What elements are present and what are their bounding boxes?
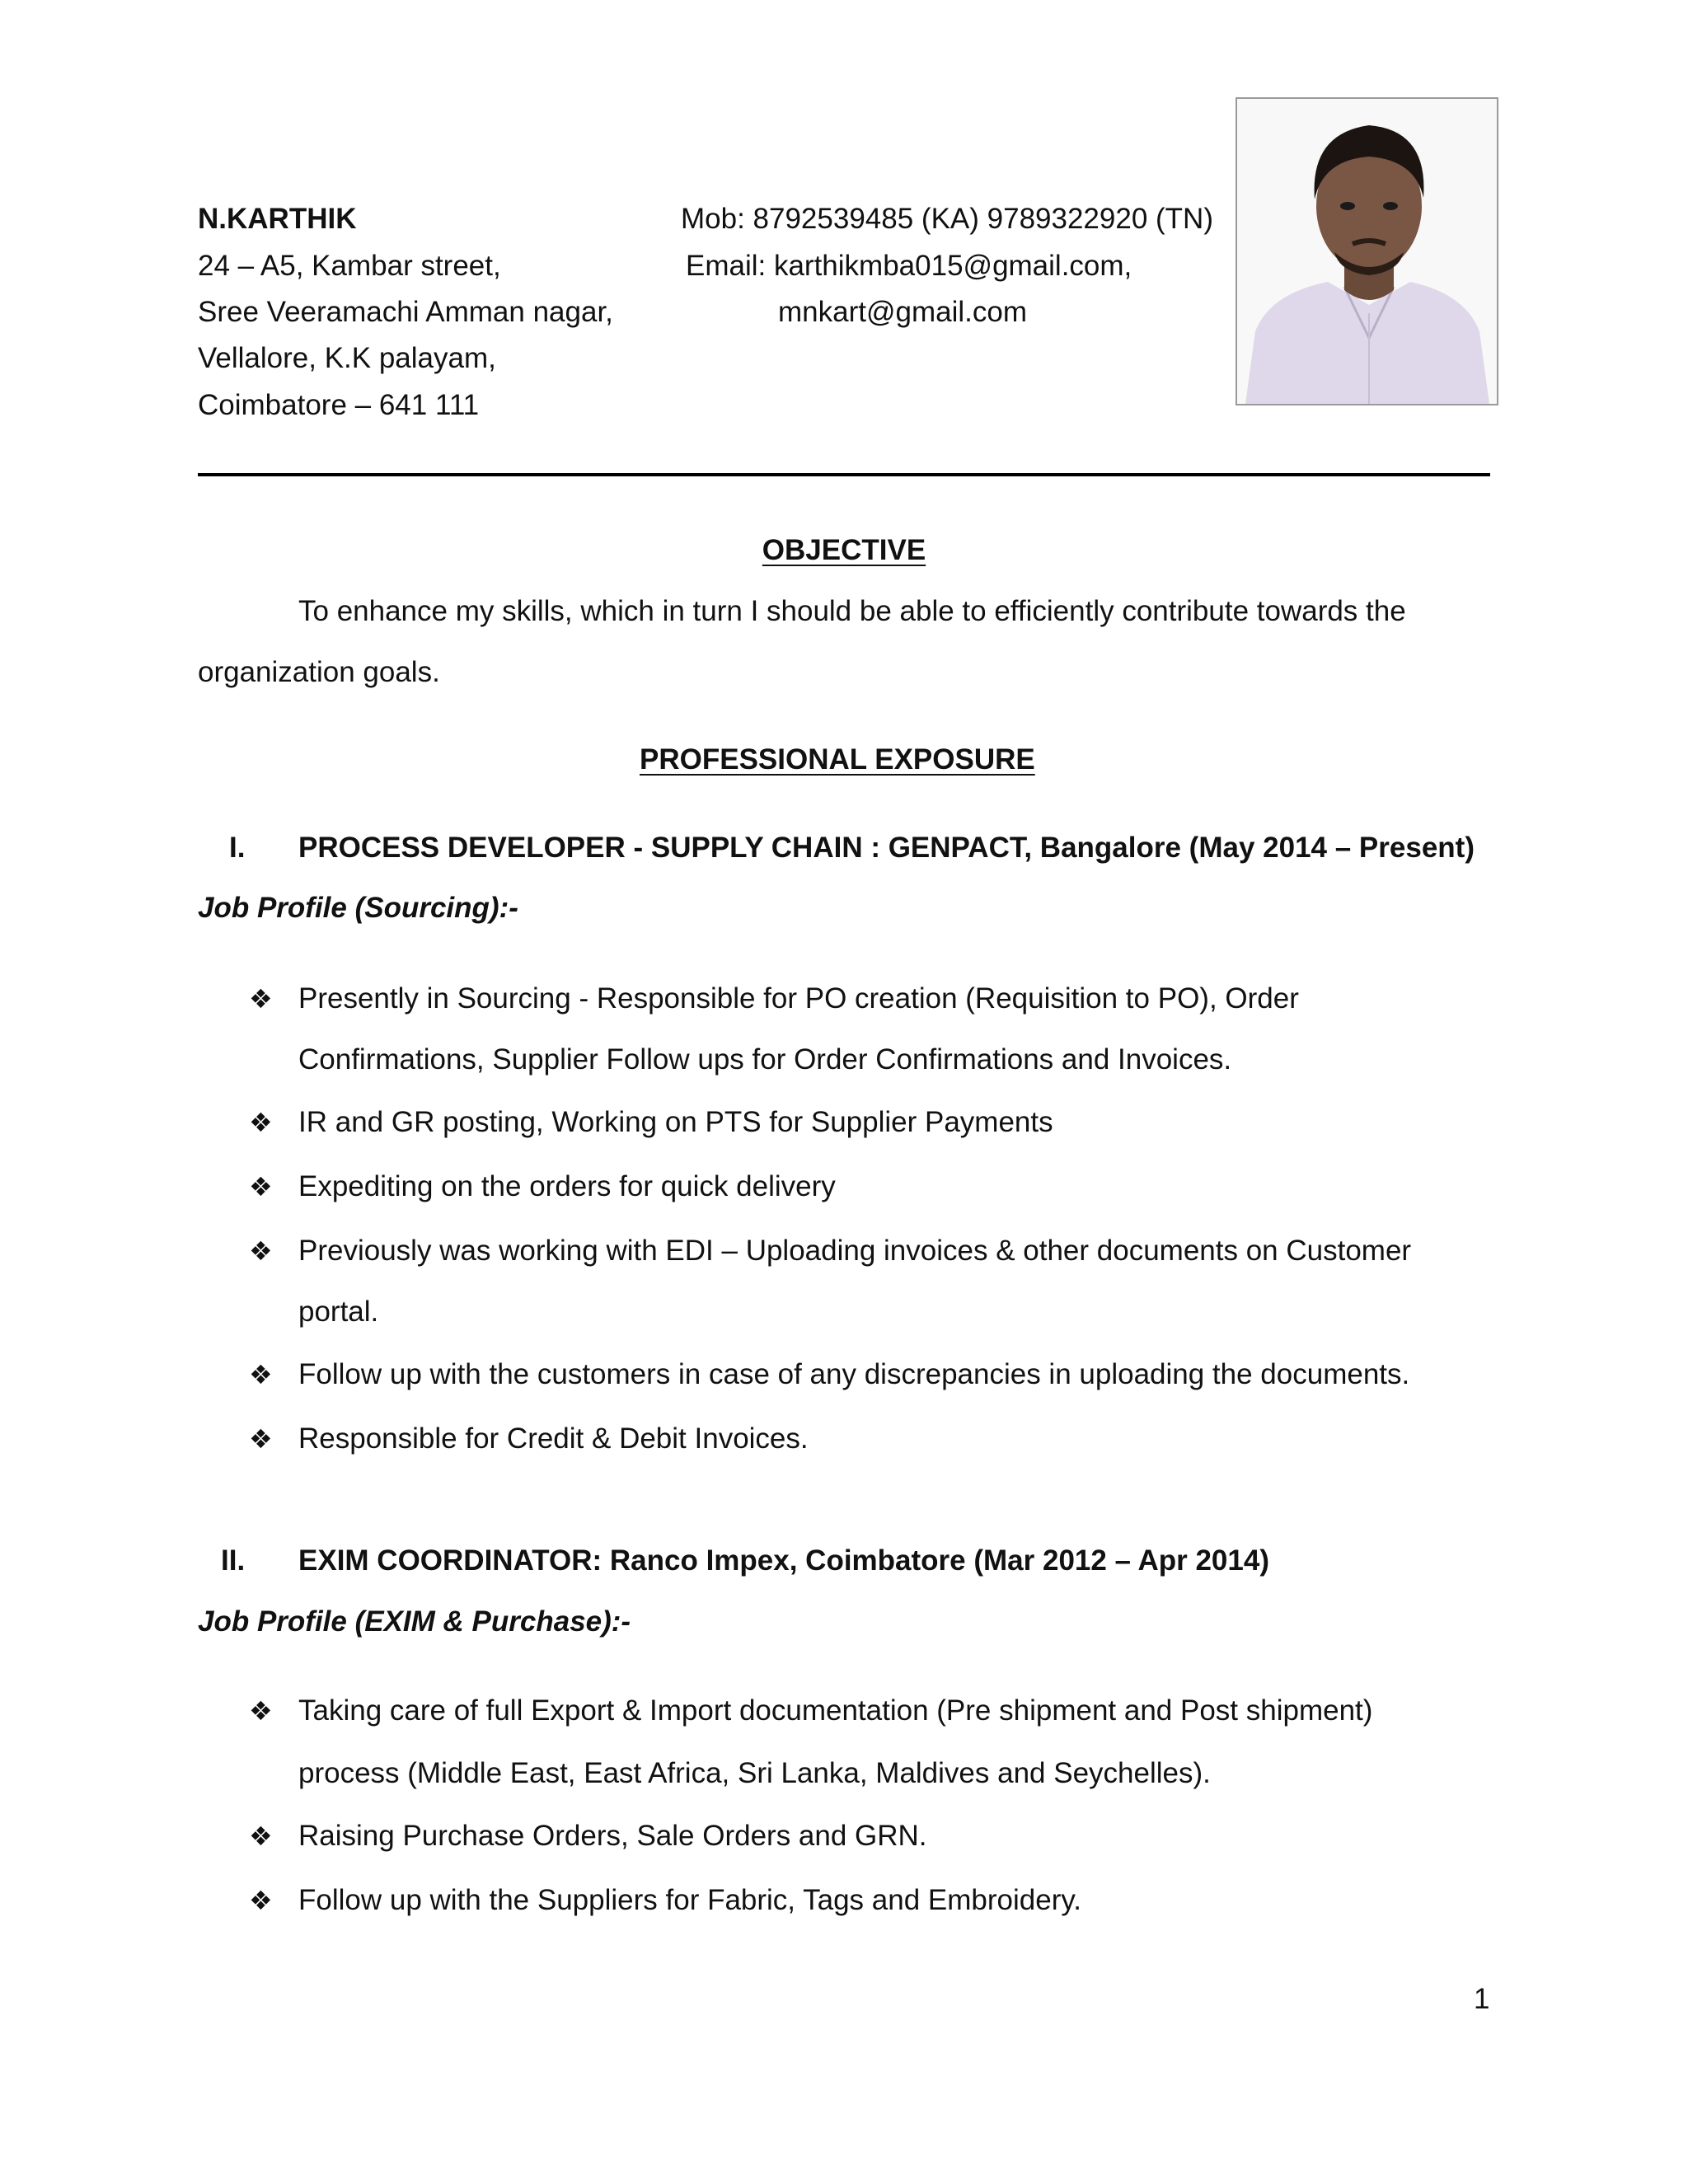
candidate-name: N.KARTHIK [198, 203, 357, 235]
objective-text-line-2: organization goals. [198, 656, 440, 688]
job-1-title: PROCESS DEVELOPER - SUPPLY CHAIN : GENPACT, Bangalore (May 2014 – Present) [298, 832, 1475, 864]
job-1-bullet-6: Responsible for Credit & Debit Invoices. [298, 1422, 809, 1455]
job-2-bullet-1-line-1: Taking care of full Export & Import documentation (Pre shipment and Post shipment) [298, 1694, 1373, 1727]
address-line-3: Vellalore, K.K palayam, [198, 342, 496, 374]
diamond-bullet-icon: ❖ [249, 984, 273, 1014]
diamond-bullet-icon: ❖ [249, 1886, 273, 1915]
address-line-1: 24 – A5, Kambar street, [198, 250, 501, 282]
diamond-bullet-icon: ❖ [249, 1236, 273, 1266]
job-1-profile-label: Job Profile (Sourcing):- [198, 892, 518, 924]
email-primary: Email: karthikmba015@gmail.com, [686, 250, 1132, 282]
header-divider [198, 473, 1490, 476]
job-1-bullet-4-line-1: Previously was working with EDI – Uploading invoices & other documents on Customer [298, 1235, 1412, 1267]
diamond-bullet-icon: ❖ [249, 1360, 273, 1390]
job-1-bullet-1-line-2: Confirmations, Supplier Follow ups for Order Confirmations and Invoices. [298, 1043, 1232, 1076]
diamond-bullet-icon: ❖ [249, 1172, 273, 1202]
profile-photo-icon [1237, 99, 1497, 404]
diamond-bullet-icon: ❖ [249, 1821, 273, 1851]
diamond-bullet-icon: ❖ [249, 1108, 273, 1137]
job-2-bullet-1-line-2: process (Middle East, East Africa, Sri Lanka, Maldives and Seychelles). [298, 1757, 1211, 1789]
diamond-bullet-icon: ❖ [249, 1424, 273, 1454]
diamond-bullet-icon: ❖ [249, 1696, 273, 1726]
job-1-bullet-5: Follow up with the customers in case of any discrepancies in uploading the documents. [298, 1358, 1410, 1390]
profile-photo [1236, 97, 1498, 405]
mobile-numbers: Mob: 8792539485 (KA) 9789322920 (TN) [681, 203, 1213, 235]
job-1-bullet-4-line-2: portal. [298, 1296, 379, 1328]
professional-heading: PROFESSIONAL EXPOSURE [640, 743, 1035, 776]
address-line-2: Sree Veeramachi Amman nagar, [198, 296, 613, 328]
job-2-profile-label: Job Profile (EXIM & Purchase):- [198, 1605, 631, 1638]
job-1-numeral: I. [229, 832, 246, 864]
email-secondary: mnkart@gmail.com [778, 296, 1027, 328]
objective-text-line-1: To enhance my skills, which in turn I should be able to efficiently contribute towards the [298, 595, 1406, 627]
objective-heading: OBJECTIVE [762, 534, 926, 566]
job-2-bullet-2: Raising Purchase Orders, Sale Orders and GRN. [298, 1820, 927, 1852]
page-number: 1 [1474, 1983, 1490, 2015]
job-1-bullet-3: Expediting on the orders for quick delivery [298, 1170, 836, 1202]
job-1-bullet-2: IR and GR posting, Working on PTS for Supplier Payments [298, 1106, 1053, 1138]
job-1-bullet-1-line-1: Presently in Sourcing - Responsible for PO creation (Requisition to PO), Order [298, 982, 1299, 1015]
job-2-title: EXIM COORDINATOR: Ranco Impex, Coimbatore (Mar 2012 – Apr 2014) [298, 1544, 1269, 1577]
job-2-bullet-3: Follow up with the Suppliers for Fabric, Tags and Embroidery. [298, 1884, 1081, 1916]
address-line-4: Coimbatore – 641 111 [198, 389, 480, 421]
job-2-numeral: II. [221, 1544, 246, 1577]
